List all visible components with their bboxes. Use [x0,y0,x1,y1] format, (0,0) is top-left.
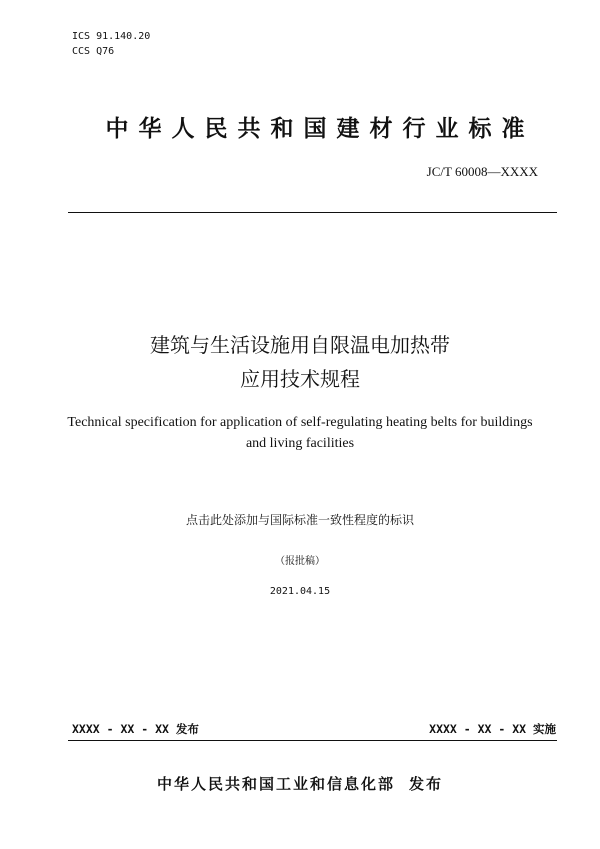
draft-date: 2021.04.15 [269,586,331,597]
english-title-line-1: Technical specification for application of self-regulating heating belts for buildings [67,415,533,430]
release-date: XXXX - XX - XX 发布 [72,722,199,736]
bottom-divider [68,740,557,741]
chinese-title-line-2: 应用技术规程 [240,367,360,391]
draft-status: （报批稿） [275,556,325,567]
standard-number: JC/T 60008—XXXX [426,164,538,179]
industry-standard-title: 中华人民共和国建材行业标准 [105,116,535,142]
english-title-line-2: and living facilities [245,436,355,451]
chinese-title-line-1: 建筑与生活设施用自限温电加热带 [150,333,450,357]
publisher-line [0,774,600,794]
publisher-suffix: 发布 [409,775,444,793]
implementation-date: XXXX - XX - XX 实施 [429,722,556,736]
chinese-title [0,328,600,396]
top-divider [68,212,557,213]
publisher-name: 中华人民共和国工业和信息化部 [156,775,395,793]
english-title [40,412,560,454]
consistency-note[interactable]: 点击此处添加与国际标准一致性程度的标识 [185,513,414,527]
ics-code: ICS 91.140.20 [72,31,151,42]
ccs-code: CCS Q76 [72,46,115,57]
